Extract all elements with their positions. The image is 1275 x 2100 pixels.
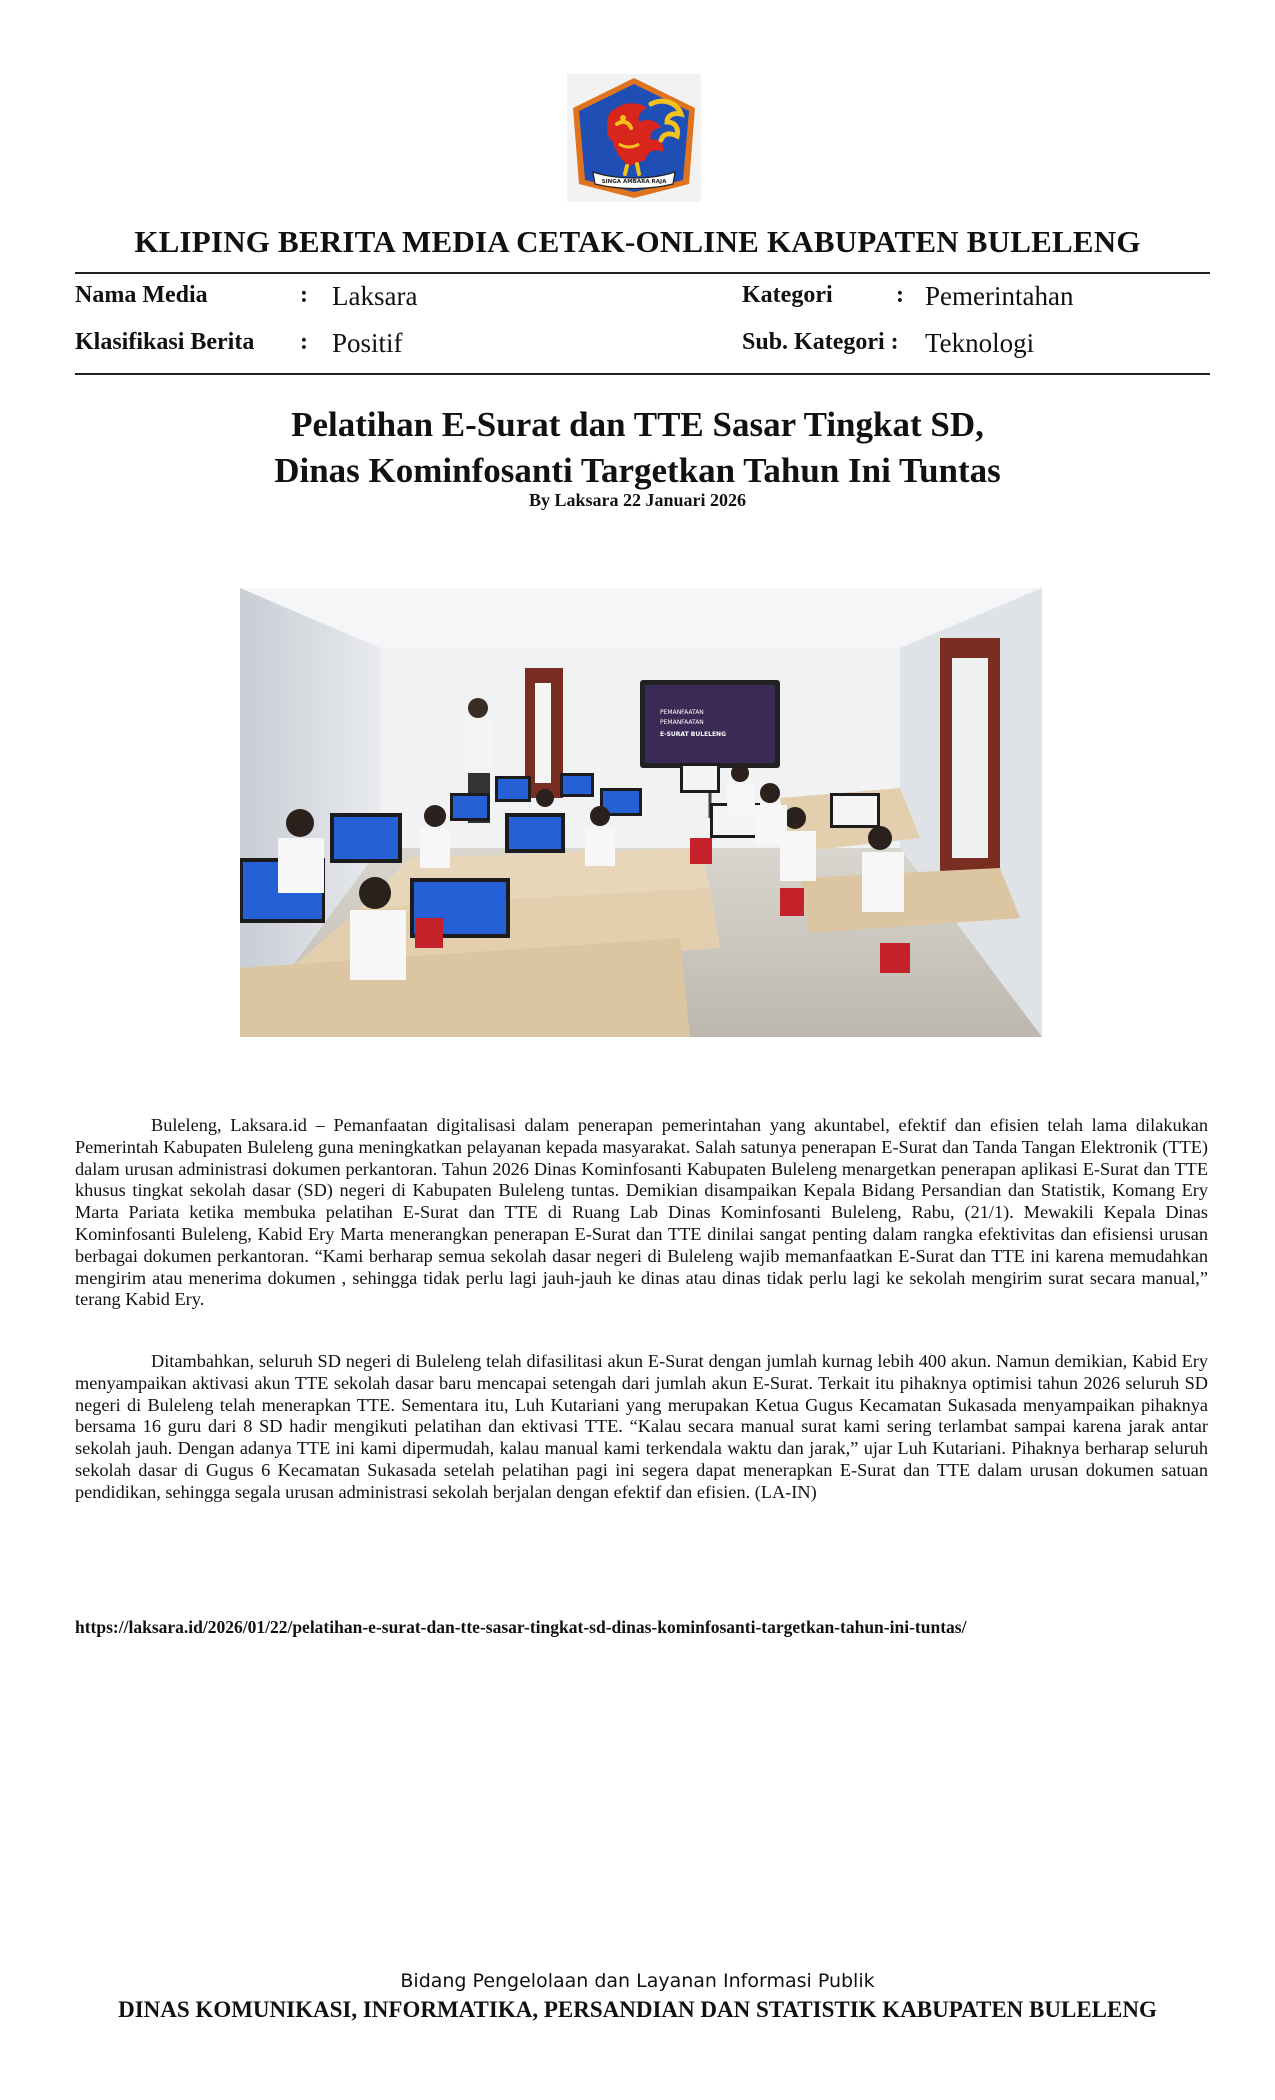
article-byline: By Laksara 22 Januari 2026 — [528, 490, 747, 510]
footer-department: Bidang Pengelolaan dan Layanan Informasi Publik — [400, 1970, 875, 1992]
screen-text-3: E-SURAT BULELENG — [660, 731, 726, 738]
classification-label: Klasifikasi Berita — [75, 329, 255, 355]
classification-colon: : — [300, 329, 308, 355]
screen-text-1: PEMANFAATAN — [660, 709, 704, 716]
headline-line-1: Pelatihan E-Surat dan TTE Sasar Tingkat SD, — [291, 405, 984, 444]
article-paragraph-2: Ditambahkan, seluruh SD negeri di Buleleng telah difasilitasi akun E-Surat dengan jumlah kurnag lebih 400 akun. Namun demikian, Kabid Ery menyampaikan aktivasi akun TTE sekolah dasar baru mencapai setengah dari jumlah akun E-Surat. Terkait itu pihaknya optimisi tahun 2026 seluruh SD negeri di Buleleng telah menerapkan TTE. Sementara itu, Luh Kutariani yang merupakan Ketua Gugus Kecamatan Sukasada menyampaikan pihaknya bersama 16 guru dari 8 SD hadir mengikuti pelatihan dan ektivasi TTE. “Kalau secara manual surat kami sering terlambat sampai karena jarak antar sekolah jauh. Dengan adanya TTE ini kami dipermudah, kalau manual kami terkendala waktu dan jarak,” ujar Luh Kutariani. Pihaknya berharap seluruh sekolah dasar di Gugus 6 Kecamatan Sukasada setelah pelatihan pagi ini segera dapat menerapkan E-Surat dan TTE dalam urusan dokumen satuan pendidikan, sehingga segala urusan administrasi sekolah berjalan dengan efektif dan efisien. (LA-IN) — [75, 1351, 1208, 1502]
headline-line-2: Dinas Kominfosanti Targetkan Tahun Ini Tuntas — [274, 451, 1001, 490]
buleleng-crest-icon — [567, 74, 701, 202]
media-value: Laksara — [332, 281, 418, 311]
source-url-link[interactable]: https://laksara.id/2026/01/22/pelatihan-e-surat-dan-tte-sasar-tingkat-sd-dinas-kominfosanti-targetkan-tahun-ini-tuntas/ — [75, 1617, 967, 1637]
article-photo — [240, 588, 1042, 1037]
divider-bottom — [75, 373, 1210, 375]
crest-motto: SINGA AMBARA RAJA — [601, 179, 667, 185]
category-colon: : — [896, 282, 904, 308]
category-value: Pemerintahan — [925, 281, 1074, 311]
classification-value: Positif — [332, 328, 403, 358]
document-title: KLIPING BERITA MEDIA CETAK-ONLINE KABUPATEN BULELENG — [134, 224, 1141, 259]
divider-top — [75, 272, 1210, 274]
footer-agency: DINAS KOMUNIKASI, INFORMATIKA, PERSANDIAN DAN STATISTIK KABUPATEN BULELENG — [118, 1997, 1157, 2022]
article-paragraph-1: Buleleng, Laksara.id – Pemanfaatan digitalisasi dalam penerapan pemerintahan yang akuntabel, efektif dan efisien telah lama dilakukan Pemerintah Kabupaten Buleleng guna meningkatkan pelayanan kepada masyarakat. Salah satunya penerapan E-Surat dan Tanda Tangan Elektronik (TTE) dalam urusan administrasi dokumen perkantoran. Tahun 2026 Dinas Kominfosanti Kabupaten Buleleng menargetkan penerapan aplikasi E-Surat dan TTE khusus tingkat sekolah dasar (SD) negeri di Kabupaten Buleleng tuntas. Demikian disampaikan Kepala Bidang Persandian dan Statistik, Komang Ery Marta Pariata ketika membuka pelatihan E-Surat dan TTE di Ruang Lab Dinas Kominfosanti Buleleng, Rabu, (21/1). Mewakili Kepala Dinas Kominfosanti Buleleng, Kabid Ery Marta menerangkan penerapan E-Surat dan TTE dinilai sangat penting dalam rangka efektivitas dan efisiensi urusan berbagai dokumen perkantoran. “Kami berharap semua sekolah dasar negeri di Buleleng wajib memanfaatkan E-Surat dan TTE ini karena memudahkan mengirim atau menerima dokumen , sehingga tidak perlu lagi jauh-jauh ke dinas atau dinas tidak perlu lagi ke sekolah mengirim surat secara manual,” terang Kabid Ery. — [75, 1115, 1208, 1310]
media-colon: : — [300, 282, 308, 308]
subcategory-label: Sub. Kategori : — [742, 329, 899, 355]
article-headline — [0, 402, 1275, 494]
category-label: Kategori — [742, 282, 833, 308]
media-label: Nama Media — [75, 282, 208, 308]
subcategory-value: Teknologi — [925, 328, 1035, 358]
screen-text-2: PEMANFAATAN — [660, 719, 704, 726]
